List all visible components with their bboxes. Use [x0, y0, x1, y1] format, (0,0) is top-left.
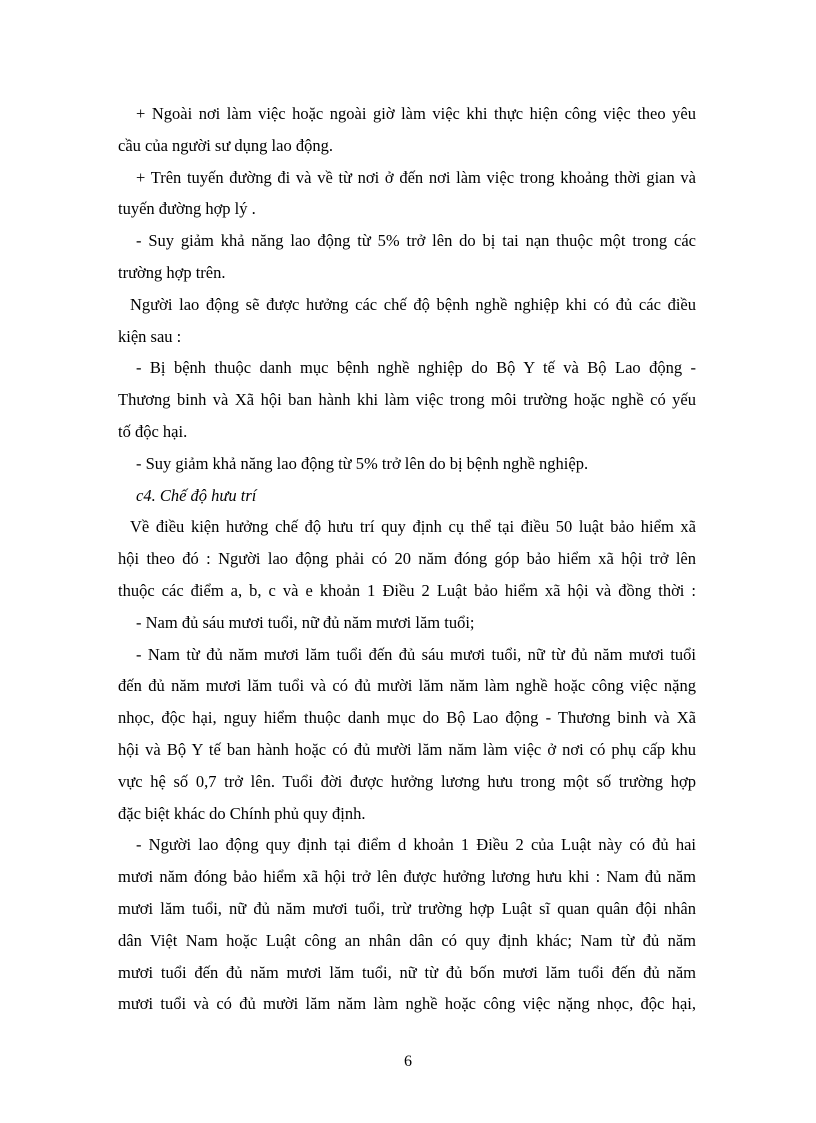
text-line: trường hợp trên.: [118, 262, 226, 282]
text-line: - Suy giảm khả năng lao động từ 5% trở lên do bị tai nạn thuộc một trong các: [136, 231, 696, 251]
text-line: - Nam đủ sáu mươi tuổi, nữ đủ năm mươi lăm tuổi;: [136, 612, 475, 632]
text-line: + Ngoài nơi làm việc hoặc ngoài giờ làm việc khi thực hiện công việc theo yêu: [136, 104, 696, 123]
text-line: Người lao động sẽ được hưởng các chế độ bệnh nghề nghiệp khi có đủ các điều: [130, 294, 696, 314]
text-line: kiện sau :: [118, 326, 182, 346]
text-line: + Trên tuyến đường đi và về từ nơi ở đến nơi làm việc trong khoảng thời gian và: [136, 167, 696, 187]
text-line: đến đủ năm mươi lăm tuổi và có đủ mười lăm năm làm nghề hoặc công việc nặng: [118, 676, 696, 696]
page-number: 6: [404, 1053, 412, 1070]
text-line: tuyến đường hợp lý .: [118, 199, 256, 219]
text-line: - Nam từ đủ năm mươi lăm tuổi đến đủ sáu mươi tuổi, nữ từ đủ năm mươi tuổi: [136, 644, 696, 664]
text-line: mươi tuổi và có đủ mười lăm năm làm nghề hoặc công việc nặng nhọc, độc hại,: [118, 994, 696, 1014]
text-line: Thương binh và Xã hội ban hành khi làm việc trong môi trường hoặc nghề có yếu: [118, 390, 696, 410]
text-line: - Suy giảm khả năng lao động từ 5% trở lên do bị bệnh nghề nghiệp.: [136, 453, 589, 473]
text-line: đặc biệt khác do Chính phủ quy định.: [118, 803, 366, 823]
text-line: mươi lăm tuổi, nữ đủ năm mươi tuổi, trừ trường hợp Luật sĩ quan quân đội nhân: [118, 898, 696, 918]
page-body: [118, 98, 696, 1020]
text-line: tố độc hại.: [118, 421, 188, 441]
text-line: nhọc, độc hại, nguy hiểm thuộc danh mục do Bộ Lao động - Thương binh và Xã: [118, 708, 696, 728]
text-line: hội theo đó : Người lao động phải có 20 năm đóng góp bảo hiểm xã hội trở lên: [118, 549, 696, 569]
text-line: mươi năm đóng bảo hiểm xã hội trở lên được hưởng lương hưu khi : Nam đủ năm: [118, 867, 696, 887]
text-line: thuộc các điểm a, b, c và e khoản 1 Điều 2 Luật bảo hiểm xã hội và đồng thời :: [118, 580, 696, 600]
text-line: Về điều kiện hưởng chế độ hưu trí quy định cụ thể tại điều 50 luật bảo hiểm xã: [130, 517, 696, 537]
text-line: - Bị bệnh thuộc danh mục bệnh nghề nghiệp do Bộ Y tế và Bộ Lao động -: [136, 358, 696, 378]
text-line: vực hệ số 0,7 trở lên. Tuổi đời được hưởng lương hưu trong một số trường hợp: [118, 771, 696, 791]
text-line: - Người lao động quy định tại điểm d khoản 1 Điều 2 của Luật này có đủ hai: [136, 835, 696, 855]
section-heading: c4. Chế độ hưu trí: [136, 485, 257, 505]
text-line: dân Việt Nam hoặc Luật công an nhân dân có quy định khác; Nam từ đủ năm: [118, 930, 696, 950]
text-line: hội và Bộ Y tế ban hành hoặc có đủ mười lăm năm làm việc ở nơi có phụ cấp khu: [118, 739, 696, 759]
text-line: cầu của người sư dụng lao động.: [118, 135, 333, 155]
text-line: mươi tuổi đến đủ năm mươi lăm tuổi, nữ từ đủ bốn mươi lăm tuổi đến đủ năm: [118, 962, 696, 982]
